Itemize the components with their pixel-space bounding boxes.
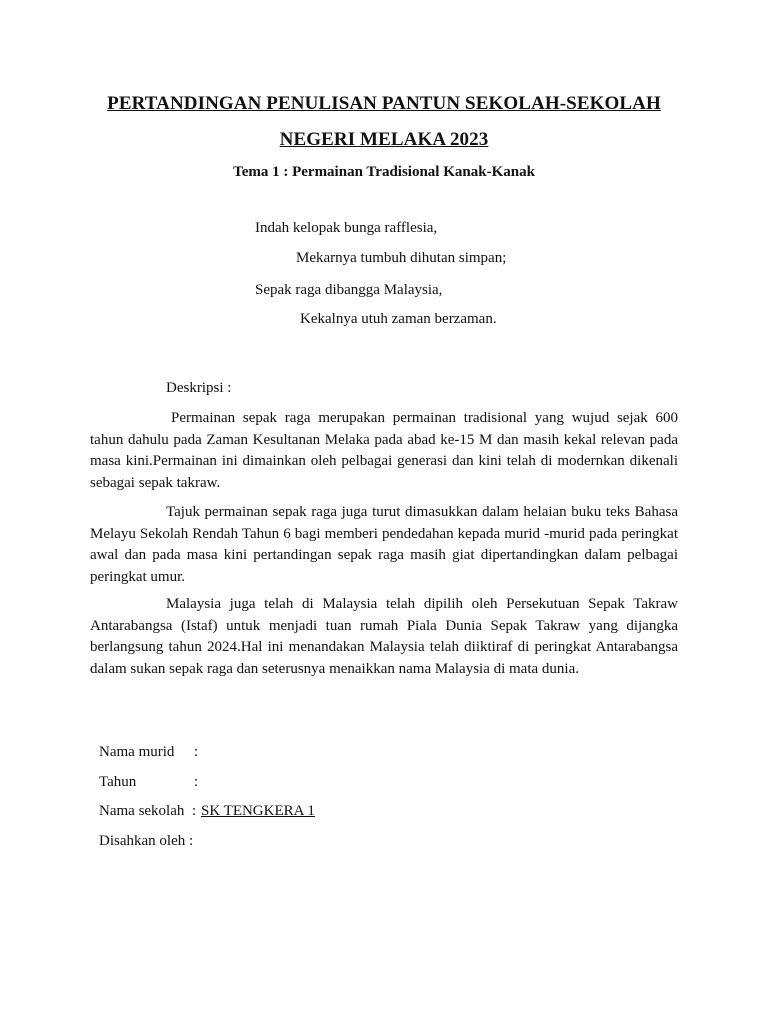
description-label: Deskripsi : bbox=[166, 380, 232, 396]
approved-by-row bbox=[99, 833, 193, 850]
year-row bbox=[99, 774, 199, 791]
document-title-line-1: PERTANDINGAN PENULISAN PANTUN SEKOLAH-SEKOLAH bbox=[107, 93, 661, 114]
student-name-row bbox=[99, 744, 199, 761]
document-title-line-2: NEGERI MELAKA 2023 bbox=[279, 129, 489, 150]
school-value: SK TENGKERA 1 bbox=[201, 803, 315, 819]
student-name-colon: : bbox=[194, 744, 199, 760]
school-row bbox=[99, 803, 315, 820]
year-label: Tahun bbox=[99, 774, 137, 790]
pantun-line: Mekarnya tumbuh dihutan simpan; bbox=[296, 250, 507, 266]
approved-by-label: Disahkan oleh : bbox=[99, 833, 194, 849]
student-name-label: Nama murid bbox=[99, 744, 175, 760]
pantun-line: Sepak raga dibangga Malaysia, bbox=[255, 282, 443, 298]
school-label: Nama sekolah bbox=[99, 803, 185, 819]
year-colon: : bbox=[194, 774, 199, 790]
description-paragraph: Permainan sepak raga merupakan permainan tradisional yang wujud sejak 600 tahun dahulu pada Zaman Kesultanan Melaka pada abad ke-15 M dan masih kekal relevan pada masa kini.Permainan ini dimainkan oleh pelbagai generasi dan kini telah di modernkan dikenali sebagai sepak takraw. bbox=[90, 410, 678, 491]
pantun-line: Kekalnya utuh zaman berzaman. bbox=[300, 311, 497, 327]
pantun-line: Indah kelopak bunga rafflesia, bbox=[255, 220, 438, 236]
theme-subtitle: Tema 1 : Permainan Tradisional Kanak-Kanak bbox=[233, 164, 535, 180]
school-colon: : bbox=[192, 803, 197, 819]
description-paragraph: Tajuk permainan sepak raga juga turut dimasukkan dalam helaian buku teks Bahasa Melayu Sekolah Rendah Tahun 6 bagi memberi pendedahan kepada murid -murid pada peringkat awal dan pada masa kini pertandingan sepak raga masih giat dipertandingkan dalam pelbagai peringkat umur. bbox=[90, 504, 678, 585]
description-paragraph: Malaysia juga telah di Malaysia telah dipilih oleh Persekutuan Sepak Takraw Antarabangsa (Istaf) untuk menjadi tuan rumah Piala Dunia Sepak Takraw yang dijangka berlangsung tahun 2024.Hal ini menandakan Malaysia telah diiktiraf di peringkat Antarabangsa dalam sukan sepak raga dan seterusnya menaikkan nama Malaysia di mata dunia. bbox=[90, 596, 678, 677]
